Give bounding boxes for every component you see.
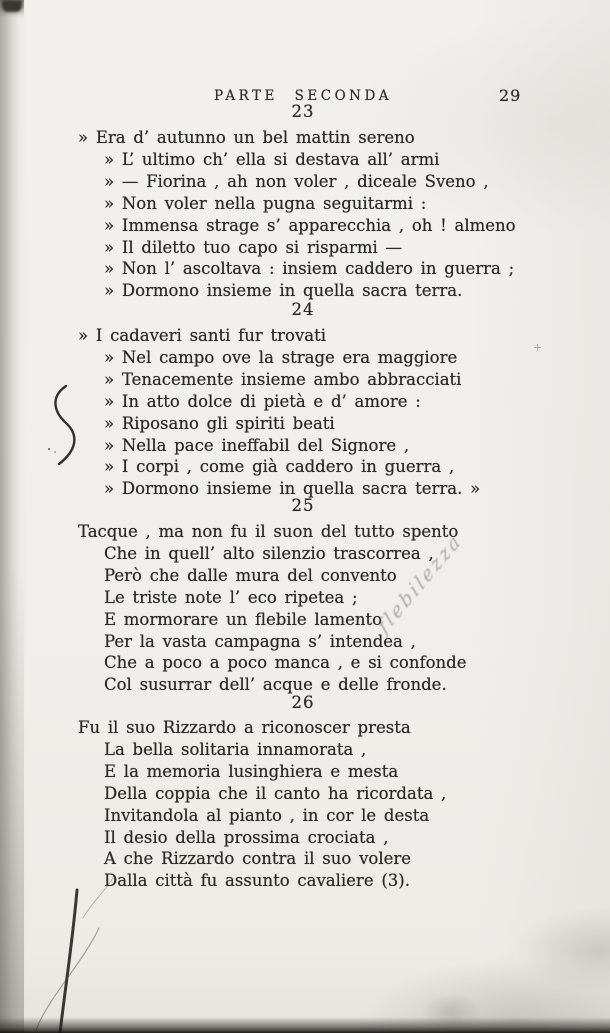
poem-line: » Nella pace ineffabil del Signore , <box>104 435 410 455</box>
poem-line: » Riposano gli spiriti beati <box>104 413 335 433</box>
poem-line: » Non voler nella pugna seguitarmi : <box>104 193 427 213</box>
poem-line: » Era d’ autunno un bel mattin sereno <box>78 128 415 147</box>
stanza-number-25: 25 <box>291 496 315 515</box>
poem-line: Col susurrar dell’ acque e delle fronde. <box>104 675 447 695</box>
page-number: 29 <box>499 86 522 105</box>
poem-line: » — Fiorina , ah non voler , diceale Sveno , <box>104 171 489 191</box>
poem-line: » Dormono insieme in quella sacra terra. » <box>104 479 481 499</box>
stanza-number-26: 26 <box>291 693 315 712</box>
page-crease-light <box>36 928 99 1030</box>
poem-line: » In atto dolce di pietà e d’ amore : <box>104 391 421 411</box>
margin-ink-squiggle <box>55 386 74 464</box>
poem-line: A che Rizzardo contra il suo volere <box>104 849 412 869</box>
poem-line: La bella solitaria innamorata , <box>104 739 367 759</box>
poem-line: » Il diletto tuo capo si risparmi — <box>104 237 403 257</box>
stanza-23 <box>78 127 538 302</box>
poem-line: » I corpi , come già caddero in guerra , <box>104 457 455 477</box>
page-edge-dark-corner <box>2 0 22 12</box>
poem-line: Della coppia che il canto ha ricordata , <box>104 783 447 803</box>
page-crease-dark <box>60 890 77 1033</box>
poem-line: » L’ ultimo ch’ ella si destava all’ armi <box>104 149 440 169</box>
page-bottom-edge-shadow <box>0 1017 610 1033</box>
poem-line: Dalla città fu assunto cavaliere (3). <box>104 871 410 891</box>
handwritten-margin-note: flebilezza <box>373 527 466 638</box>
running-head: PARTE SECONDA <box>214 88 393 104</box>
stanza-number-23: 23 <box>291 102 315 121</box>
poem-line: E mormorare un flebile lamento <box>104 609 383 629</box>
poem-line: Tacque , ma non fu il suon del tutto spento <box>78 522 459 541</box>
stanza-number-24: 24 <box>291 300 315 319</box>
poem-line: E la memoria lusinghiera e mesta <box>104 761 399 781</box>
poem-line: Invitandola al pianto , in cor le desta <box>104 805 430 825</box>
poem-line: Il desio della prossima crociata , <box>104 827 389 847</box>
poem-line: Però che dalle mura del convento <box>104 565 397 585</box>
poem-line: Le triste note l’ eco ripetea ; <box>104 587 358 607</box>
poem-line: » Dormono insieme in quella sacra terra. <box>104 281 463 301</box>
binding-shadow-vertical <box>0 0 24 1033</box>
poem-line: » Non l’ ascoltava : insiem caddero in guerra ; <box>104 259 515 279</box>
poem-line: » Immensa strage s’ apparecchia , oh ! almeno <box>104 215 516 235</box>
poem-line: Che a poco a poco manca , e si confonde <box>104 653 467 673</box>
poem-line: Per la vasta campagna s’ intendea , <box>104 631 416 651</box>
poem-line: » Tenacemente insieme ambo abbracciati <box>104 369 462 389</box>
poem-line: » I cadaveri santi fur trovati <box>78 326 327 345</box>
stanza-24 <box>78 325 538 500</box>
poem-line: Fu il suo Rizzardo a riconoscer presta <box>78 718 411 737</box>
stanza-26 <box>78 717 538 892</box>
margin-cross-mark: + <box>533 341 543 354</box>
poem-line: » Nel campo ove la strage era maggiore <box>104 347 458 367</box>
poem-line: Che in quell’ alto silenzio trascorrea , <box>104 543 434 563</box>
stanza-25 <box>78 521 538 696</box>
